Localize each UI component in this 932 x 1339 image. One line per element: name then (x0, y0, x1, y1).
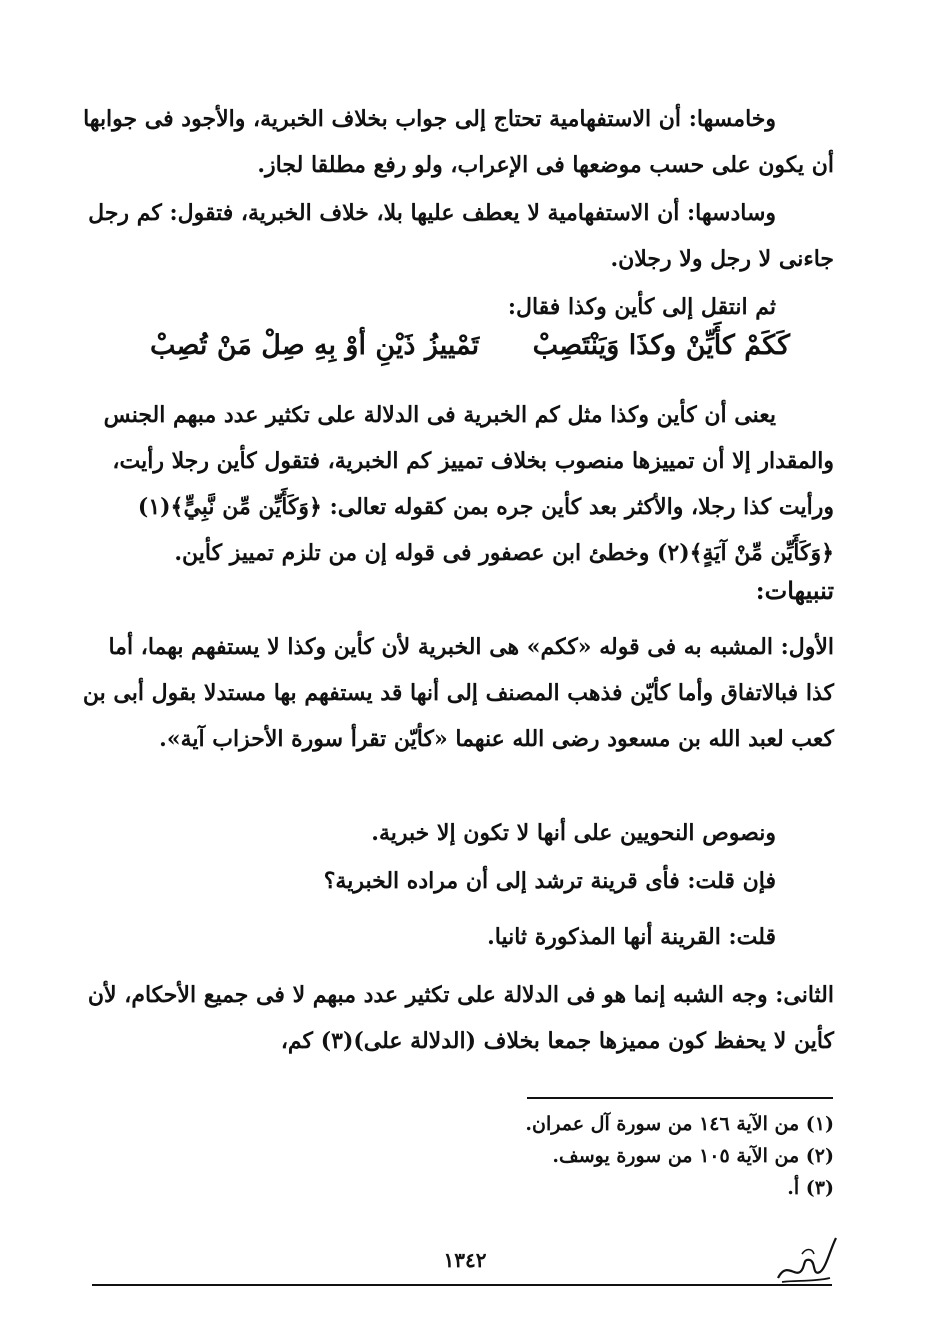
paragraph-answer: قلت: القرينة أنها المذكورة ثانيا. (487, 924, 776, 950)
poem-verse (150, 330, 790, 380)
page-number: ١٣٤٢ (443, 1248, 487, 1272)
handwritten-signature-icon (772, 1232, 842, 1292)
footnotes (525, 1108, 834, 1204)
paragraph-second-note: الثانى: وجه الشبه إنما هو فى الدلالة على تكثير عدد مبهم لا فى جميع الأحكام، لأن كأين لا يحفظ كون مميزها جمعا بخلاف (الدلالة على)(٣) كم، (87, 982, 834, 1054)
footnote-2: (٢) من الآية ١٠٥ من سورة يوسف. (552, 1145, 834, 1167)
paragraph-explanation: يعنى أن كأين وكذا مثل كم الخبرية فى الدلالة على تكثير عدد مبهم الجنس والمقدار إلا أن تمييزها منصوب بخلاف تمييز كم الخبرية، فتقول كأين رجلا رأيت، ورأيت كذا رجلا، والأكثر بعد كأين جره بمن كقوله تعالى: ﴿وَكَأَيِّن مِّن نَّبِيٍّ﴾(١) ﴿وَكَأَيِّن مِّنْ آيَةٍ﴾(٢) وخطئ ابن عصفور فى قوله إن من تلزم تمييز كأين. (103, 402, 834, 566)
paragraph-fifth: وخامسها: أن الاستفهامية تحتاج إلى جواب بخلاف الخبرية، والأجود فى جوابها أن يكون على حسب موضعها فى الإعراب، ولو رفع مطلقا لجاز. (83, 106, 834, 178)
footnote-1: (١) من الآية ١٤٦ من سورة آل عمران. (525, 1113, 834, 1135)
footnote-divider (527, 1097, 833, 1099)
paragraph-transition: ثم انتقل إلى كأين وكذا فقال: (507, 294, 776, 320)
paragraph-first-note: الأول: المشبه به فى قوله «ككم» هى الخبرية لأن كأين وكذا لا يستفهم بهما، أما كذا فبالاتفاق وأما كأيّن فذهب المصنف إلى أنها قد يستفهم بها مستدلا بقول أبى بن كعب لعبد الله بن مسعود رضى الله عنهما «كأيّن تقرأ سورة الأحزاب آية». (82, 634, 834, 752)
footnote-3: (٣) أ. (787, 1177, 834, 1199)
bottom-divider (92, 1284, 832, 1286)
section-heading: تنبيهات: (755, 576, 834, 605)
verse-second-hemistich: تَمْييزُ ذَيْنِ أوْ بِهِ صِلْ مَنْ تُصِبْ (150, 330, 480, 361)
verse-first-hemistich: كَكَمْ كأَيِّنْ وكذَا وَيَنْتَصِبْ (532, 330, 790, 361)
paragraph-sixth: وسادسها: أن الاستفهامية لا يعطف عليها بلا، خلاف الخبرية، فتقول: كم رجل جاءنى لا رجل ولا رجلان. (88, 200, 834, 272)
paragraph-grammarians: ونصوص النحويين على أنها لا تكون إلا خبرية. (371, 820, 776, 846)
paragraph-question: فإن قلت: فأى قرينة ترشد إلى أن مراده الخبرية؟ (323, 868, 776, 894)
